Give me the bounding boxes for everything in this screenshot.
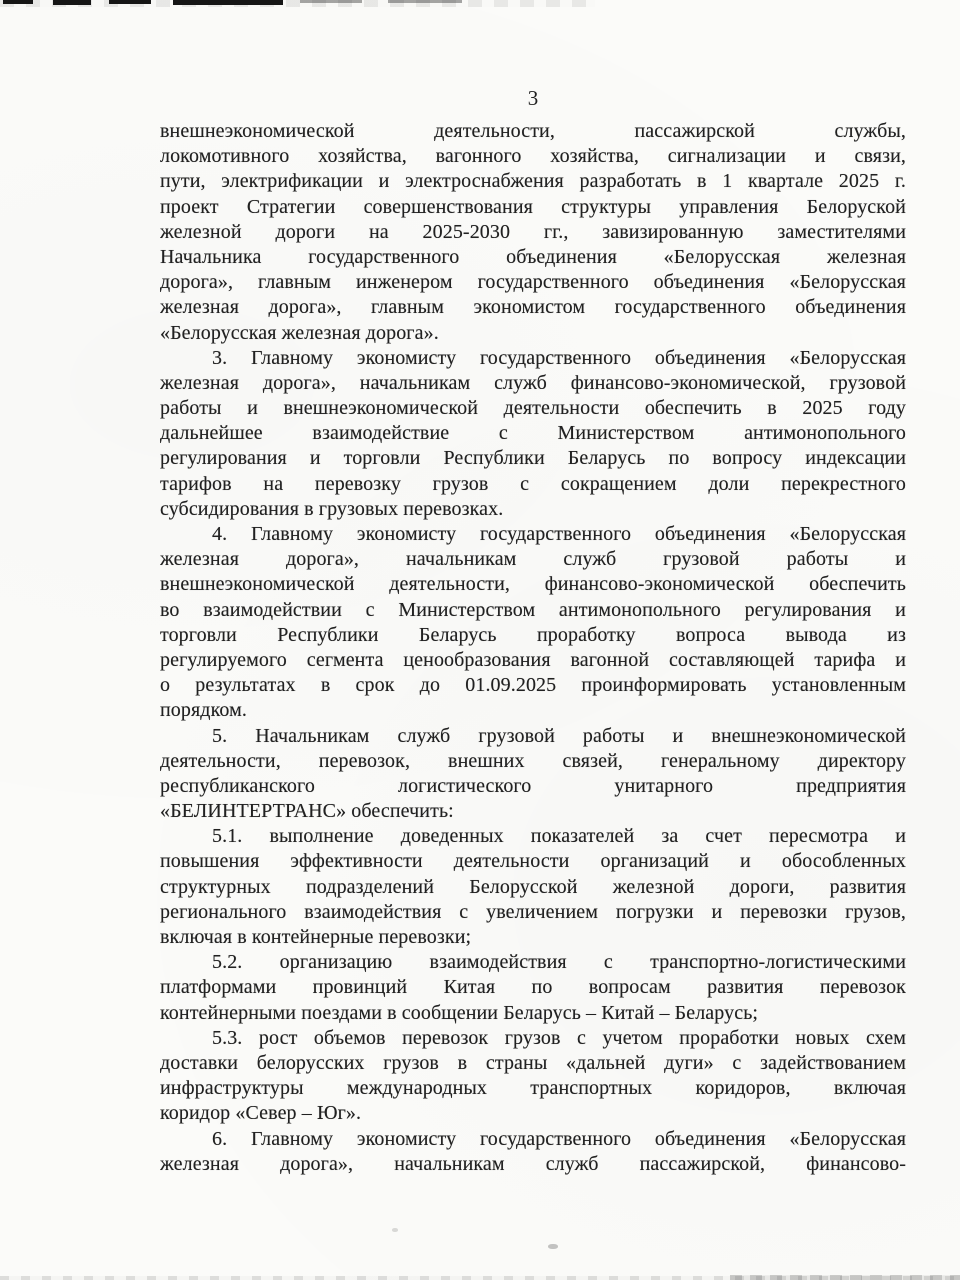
page-number: 3 — [527, 86, 539, 110]
text-line: дорога», главным инженером государственного объединения «Белорусская — [160, 271, 906, 294]
text-line: торговли Республики Беларусь проработку вопроса вывода из — [160, 623, 906, 646]
text-line: железная дорога», начальникам служб грузовой работы и — [160, 548, 906, 571]
text-line: структурных подразделений Белорусской железной дороги, развития — [160, 875, 906, 898]
text-line: контейнерными поездами в сообщении Беларусь – Китай – Беларусь; — [160, 1001, 759, 1024]
text-line: включая в контейнерные перевозки; — [160, 926, 472, 948]
text-line: тарифов на перевозку грузов с сокращением доли перекрестного — [160, 472, 906, 495]
text-line: проект Стратегии совершенствования структуры управления Белоруской — [160, 195, 906, 218]
text-line: Начальника государственного объединения «Белорусская железная — [160, 245, 906, 268]
scan-artifact — [388, 0, 462, 3]
text-line: железной дороги на 2025-2030 гг., завизированную заместителями — [160, 220, 906, 243]
text-line: регулирования и торговли Республики Беларусь по вопросу индексации — [160, 447, 906, 470]
text-line: 5.2. организацию взаимодействия с транспортно-логистическими — [212, 951, 906, 974]
text-line: коридор «Север – Юг». — [160, 1102, 362, 1125]
text-line: во взаимодействии с Министерством антимонопольного регулирования и — [160, 598, 906, 621]
text-line: «Белорусская железная дорога». — [160, 321, 439, 344]
scan-artifact — [173, 0, 283, 5]
text-line: «БЕЛИНТЕРТРАНС» обеспечить: — [160, 800, 454, 823]
text-line: дальнейшее взаимодействие с Министерством антимонопольного — [160, 422, 906, 445]
text-line: инфраструктуры международных транспортных коридоров, включая — [160, 1077, 906, 1100]
document-body — [160, 119, 906, 1177]
text-line: железная дорога», начальникам служб финансово-экономической, грузовой — [160, 371, 906, 394]
scan-artifact-bottom-right — [730, 1275, 960, 1280]
text-line: субсидирования в грузовых перевозках. — [160, 497, 504, 520]
scan-artifact — [53, 0, 91, 5]
text-line: регионального взаимодействия с увеличением погрузки и перевозки грузов, — [160, 900, 906, 923]
text-line: внешнеэкономической деятельности, пассажирской службы, — [160, 120, 906, 142]
text-line: 3. Главному экономисту государственного объединения «Белорусская — [212, 346, 906, 369]
text-line: 5. Начальникам служб грузовой работы и внешнеэкономической — [212, 724, 906, 747]
text-line: республиканского логистического унитарного предприятия — [160, 774, 906, 797]
text-line: платформами провинций Китая по вопросам развития перевозок — [160, 976, 906, 999]
text-line: железная дорога», главным экономистом государственного объединения — [160, 296, 906, 319]
text-line: 4. Главному экономисту государственного объединения «Белорусская — [212, 523, 906, 545]
text-line: пути, электрификации и электроснабжения разработать в 1 квартале 2025 г. — [160, 170, 906, 193]
text-line: регулируемого сегмента ценообразования вагонной составляющей тарифа и — [160, 648, 906, 671]
scan-artifact — [300, 0, 362, 3]
text-line: внешнеэкономической деятельности, финансово-экономической обеспечить — [160, 573, 906, 596]
text-line: повышения эффективности деятельности организаций и обособленных — [160, 850, 906, 873]
scan-artifact — [109, 0, 151, 4]
text-line: работы и внешнеэкономической деятельности обеспечить в 2025 году — [160, 397, 906, 420]
text-line: локомотивного хозяйства, вагонного хозяйства, сигнализации и связи, — [160, 145, 906, 168]
text-line: доставки белорусских грузов в страны «дальней дуги» с задействованием — [160, 1051, 906, 1074]
scan-speckle — [392, 1228, 398, 1232]
text-line: железная дорога», начальникам служб пассажирской, финансово- — [160, 1152, 906, 1175]
scan-speckle — [548, 1244, 558, 1249]
text-line: порядком. — [160, 699, 247, 722]
text-line: 6. Главному экономисту государственного объединения «Белорусская — [212, 1127, 906, 1150]
text-line: 5.3. рост объемов перевозок грузов с учетом проработки новых схем — [212, 1026, 906, 1049]
text-line: 5.1. выполнение доведенных показателей за счет пересмотра и — [212, 825, 906, 848]
text-line: деятельности, перевозок, внешних связей, генеральному директору — [160, 749, 906, 772]
scan-artifact — [3, 0, 33, 4]
text-line: о результатах в срок до 01.09.2025 проинформировать установленным — [160, 674, 906, 697]
